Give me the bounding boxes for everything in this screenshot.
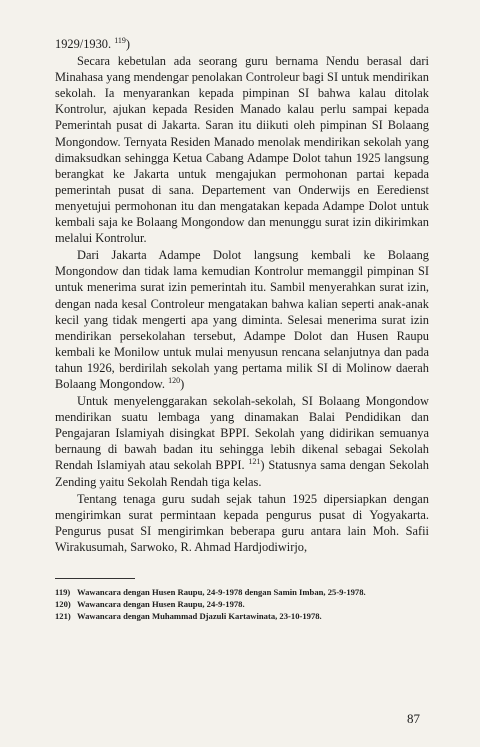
footnote-text: Wawancara dengan Husen Raupu, 24-9-1978 dengan Samin Imban, 25-9-1978. — [77, 587, 366, 597]
footnote-ref-119: 119 — [114, 36, 126, 45]
paragraph-3-text: Dari Jakarta Adampe Dolot langsung kembali ke Bolaang Mongondow dan tidak lama kemudian Kontrolur memanggil pimpinan SI untuk menerima surat izin pemerintah itu. Sambil menyerahkan surat izin, dengan nada kesal Controleur mengatakan bahwa kalian seperti anak-anak kecil yang tidak mengerti apa yang diminta. Selesai menerima surat izin mendirikan persekolahan tersebut, Adampe Dolot dan Husen Raupu kembali ke Monilow untuk mulai menyusun rencana selanjutnya dan pada tahun 1926, berdirilah sekolah yang pertama milik SI di Molinow daerah Bolaang Mongondow. — [55, 248, 429, 391]
footnote-number: 119) — [55, 587, 71, 597]
footnote-number: 120) — [55, 599, 71, 609]
paragraph-5: Tentang tenaga guru sudah sejak tahun 1925 dipersiapkan dengan mengirimkan surat permintaan kepada pengurus pusat di Yogyakarta. Pengurus pusat SI mengirimkan beberapa guru antara lain Moh. Safii Wirakusumah, Sarwoko, R. Ahmad Hardjodiwirjo, — [55, 491, 429, 554]
footnote-number: 121) — [55, 611, 71, 621]
paragraph-1 — [55, 36, 429, 52]
paragraph-4-tail: ) Statusnya sama dengan Sekolah Zending yaitu Sekolah Rendah tiga kelas. — [55, 458, 430, 489]
page-number: 87 — [407, 711, 420, 726]
footnote-ref-close: ) — [125, 37, 131, 51]
paragraph-3 — [55, 247, 429, 392]
footnote — [55, 610, 429, 622]
paragraph-4-text: Untuk menyelenggarakan sekolah-sekolah, SI Bolaang Mongondow mendirikan suatu lembaga yang dinamakan Balai Pendidikan dan Pengajaran Islamiyah disingkat BPPI. Sekolah yang didirikan semuanya bernaung di bawah badan itu sehingga lebih dikenal sebagai Sekolah Rendah Islamiyah atau sekolah BPPI. — [55, 394, 429, 473]
footnotes — [55, 586, 429, 622]
footnote-ref-120: 120 — [168, 375, 181, 385]
paragraph-2: Secara kebetulan ada seorang guru bernama Nendu berasal dari Minahasa yang mendengar penolakan Controleur bagi SI untuk mendirikan sekolah. Ia menyarankan kepada pimpinan SI bahwa kalau ditolak Kontrolur, ajukan kepada Residen Manado kalau perlu sampai kepada Pemerintah pusat di Jakarta. Saran itu diikuti oleh pimpinan SI Bolaang Mongondow. Ternyata Residen Manado menolak mendirikan sekolah yang dimaksudkan sehingga Ketua Cabang Adampe Dolot tahun 1925 langsung berangkat ke Jakarta untuk mengajukan permohonan partai kepada pemerintah pusat di sana. Departement van Onderwijs en Eeredienst menyetujui permohonan itu dan mengatakan kepada Adampe Dolot untuk kembali saja ke Bolaang Mongondow dan menunggu surat izin dikirimkan melalui Kontrolur. — [55, 54, 429, 246]
footnote-ref-close: ) — [180, 376, 185, 391]
footnote-text: Wawancara dengan Muhammad Djazuli Kartawinata, 23-10-1978. — [77, 611, 322, 621]
paragraph-4 — [55, 393, 429, 490]
footnote — [55, 586, 429, 598]
footnote-text: Wawancara dengan Husen Raupu, 24-9-1978. — [77, 599, 245, 609]
footnote-divider — [55, 578, 135, 579]
footnote — [55, 598, 429, 610]
paragraph-1-text: 1929/1930. — [55, 37, 112, 51]
footnote-ref-121: 121 — [248, 457, 261, 467]
body-text — [55, 36, 429, 555]
